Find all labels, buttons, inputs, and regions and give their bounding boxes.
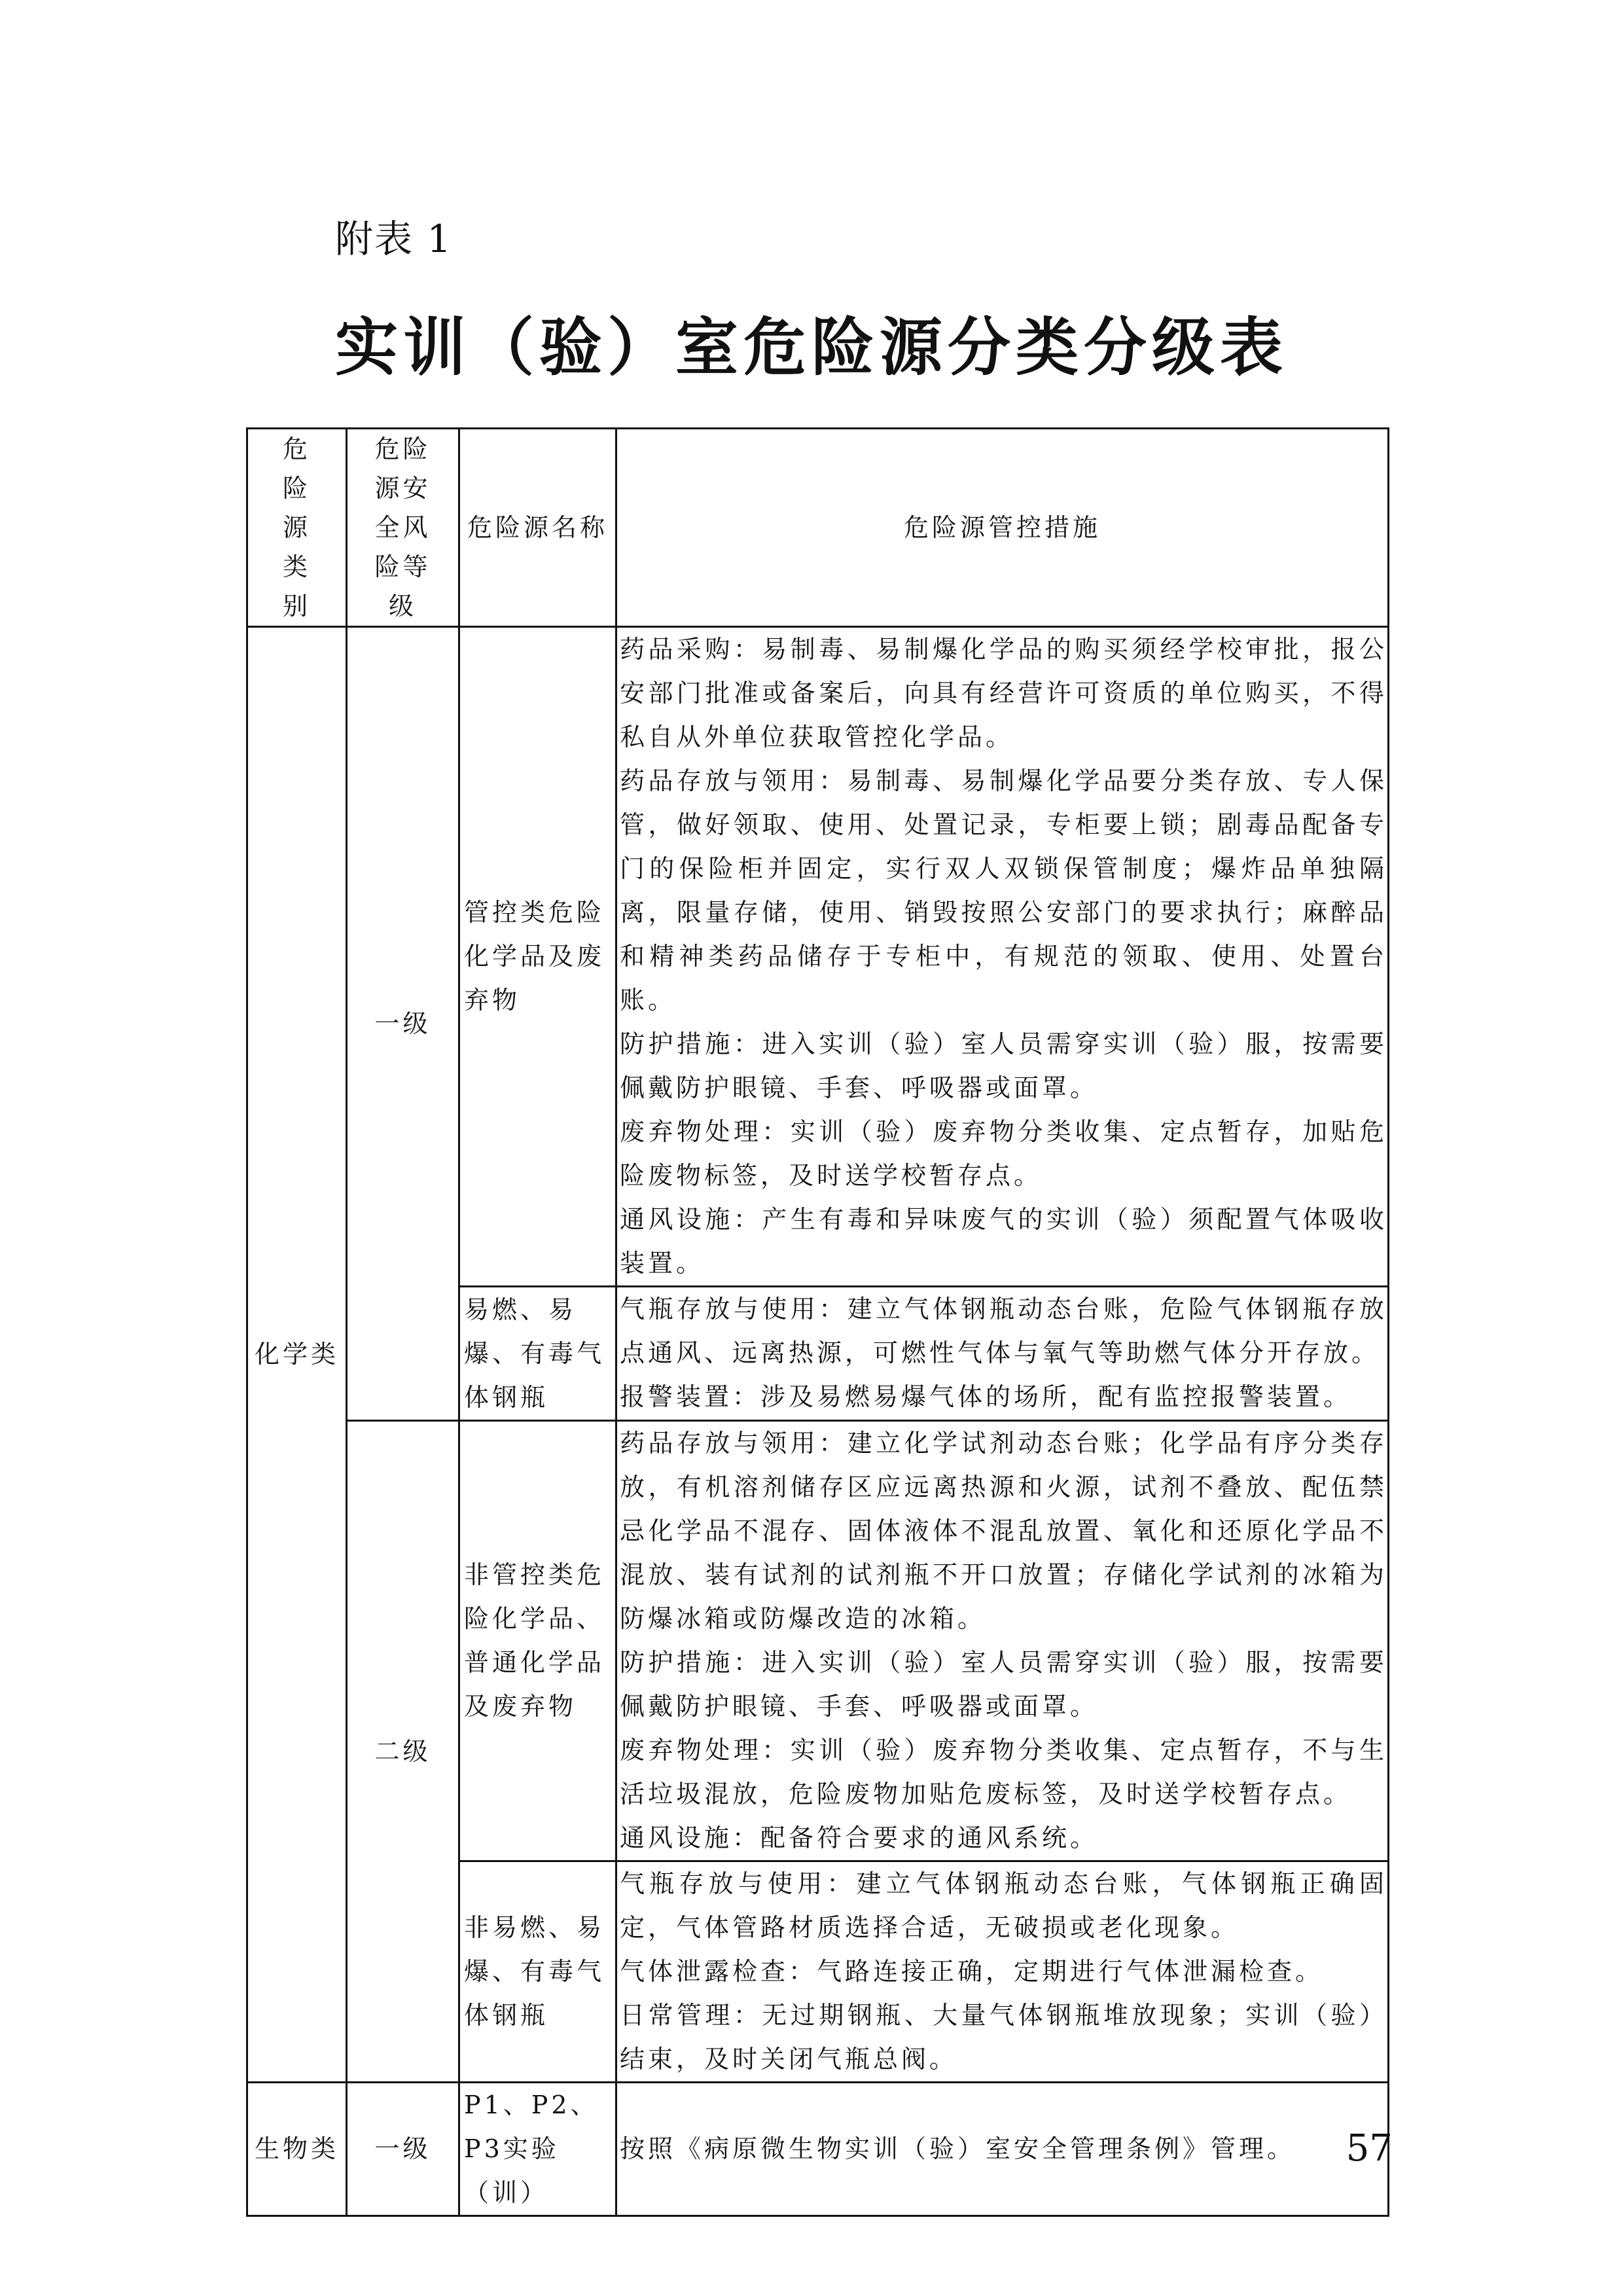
measure-item: 气瓶存放与使用：建立气体钢瓶动态台账，危险气体钢瓶存放点通风、远离热源，可燃性气体与氧气等助燃气体分开存放。 (620, 1295, 1387, 1367)
hazard-classification-table (246, 427, 1389, 2217)
header-category: 危险源类别 (247, 429, 347, 627)
measure-item: 通风设施：产生有毒和异味废气的实训（验）须配置气体吸收装置。 (620, 1205, 1387, 1278)
measure-item: 气体泄露检查：气路连接正确，定期进行气体泄漏检查。 (620, 1957, 1324, 1986)
measure-item: 日常管理：无过期钢瓶、大量气体钢瓶堆放现象；实训（验）结束，及时关闭气瓶总阀。 (620, 2001, 1387, 2073)
measure-item: 按照《病原微生物实训（验）室安全管理条例》管理。 (620, 2134, 1296, 2163)
measure-item: 通风设施：配备符合要求的通风系统。 (620, 1823, 1099, 1852)
table-row (247, 1421, 1389, 1861)
measure-item: 气瓶存放与使用：建立气体钢瓶动态台账，气体钢瓶正确固定，气体管路材质选择合适，无破损或老化现象。 (620, 1869, 1387, 1942)
measure-item: 药品存放与领用：易制毒、易制爆化学品要分类存放、专人保管，做好领取、使用、处置记录，专柜要上锁；剧毒品配备专门的保险柜并固定，实行双人双锁保管制度；爆炸品单独隔离，限量存储，使用、销毁按照公安部门的要求执行；麻醉品和精神类药品储存于专柜中，有规范的领取、使用、处置台账。 (620, 766, 1387, 1014)
table-row (247, 627, 1389, 1287)
measure-item: 废弃物处理：实训（验）废弃物分类收集、定点暂存，加贴危险废物标签，及时送学校暂存点。 (620, 1117, 1387, 1190)
measure-item: 报警装置：涉及易燃易爆气体的场所，配有监控报警装置。 (620, 1382, 1352, 1411)
control-measures (616, 1861, 1389, 2083)
hazard-name: 非管控类危险化学品、普通化学品及废弃物 (459, 1421, 616, 1861)
control-measures (616, 2083, 1389, 2216)
hazard-name: 管控类危险化学品及废弃物 (459, 627, 616, 1287)
level-chemical-2: 二级 (347, 1421, 459, 2083)
measure-item: 防护措施：进入实训（验）室人员需穿实训（验）服，按需要佩戴防护眼镜、手套、呼吸器或面罩。 (620, 1648, 1387, 1721)
level-chemical-1: 一级 (347, 627, 459, 1421)
annex-label: 附表 1 (335, 217, 453, 261)
hazard-name: P1、P2、P3实验（训） (459, 2083, 616, 2216)
header-level: 危险源安全风险等级 (347, 429, 459, 627)
measure-item: 防护措施：进入实训（验）室人员需穿实训（验）服，按需要佩戴防护眼镜、手套、呼吸器或面罩。 (620, 1030, 1387, 1102)
control-measures (616, 627, 1389, 1287)
document-title: 实训（验）室危险源分类分级表 (335, 311, 1288, 384)
control-measures (616, 1421, 1389, 1861)
header-name: 危险源名称 (459, 429, 616, 627)
header-measures: 危险源管控措施 (616, 429, 1389, 627)
measure-item: 药品采购：易制毒、易制爆化学品的购买须经学校审批，报公安部门批准或备案后，向具有经营许可资质的单位购买，不得私自从外单位获取管控化学品。 (620, 635, 1387, 751)
hazard-name: 易燃、易爆、有毒气体钢瓶 (459, 1287, 616, 1421)
measure-item: 药品存放与领用：建立化学试剂动态台账；化学品有序分类存放，有机溶剂储存区应远离热源和火源，试剂不叠放、配伍禁忌化学品不混存、固体液体不混乱放置、氧化和还原化学品不混放、装有试剂的试剂瓶不开口放置；存储化学试剂的冰箱为防爆冰箱或防爆改造的冰箱。 (620, 1429, 1387, 1633)
hazard-name: 非易燃、易爆、有毒气体钢瓶 (459, 1861, 616, 2083)
measure-item: 废弃物处理：实训（验）废弃物分类收集、定点暂存，不与生活垃圾混放，危险废物加贴危废标签，及时送学校暂存点。 (620, 1736, 1387, 1808)
control-measures (616, 1287, 1389, 1421)
page-number: 57 (1346, 2127, 1393, 2170)
category-chemical: 化学类 (247, 627, 347, 2083)
table-header-row (247, 429, 1389, 627)
table-row (247, 2083, 1389, 2216)
category-biological: 生物类 (247, 2083, 347, 2216)
level-biological: 一级 (347, 2083, 459, 2216)
